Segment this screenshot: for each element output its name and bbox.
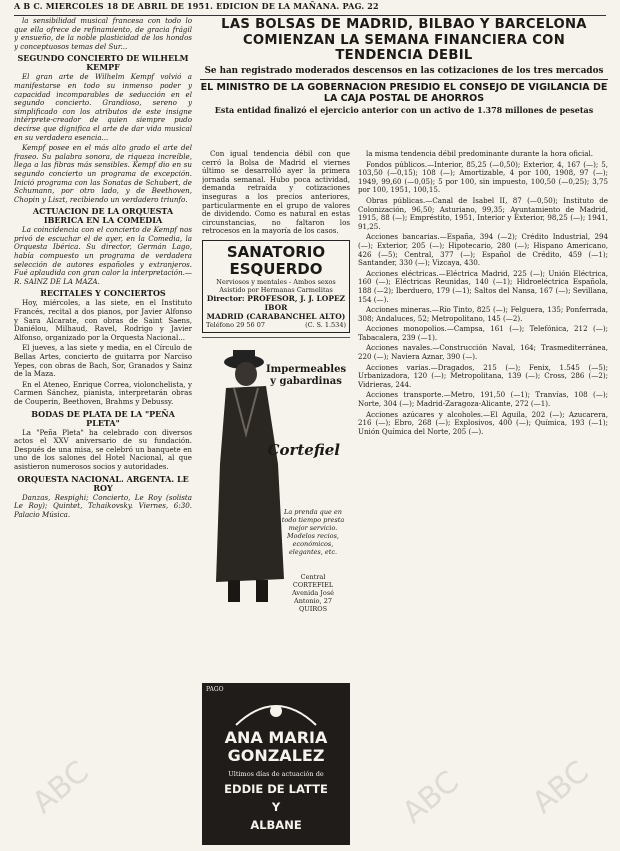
ad-phone: Teléfono 29 56 07 (206, 320, 266, 329)
main-headline: LAS BOLSAS DE MADRID, BILBAO Y BARCELONA COMIENZAN LA SEMANA FINANCIERA CON TENDENCIA DEBIL (221, 17, 587, 63)
ad-title: SANATORIO ESQUERDO (226, 242, 326, 278)
watermark: ABC (395, 764, 466, 831)
artist-name: ANA MARIA GONZALEZ (224, 728, 328, 765)
paragraph: El gran arte de Wilhelm Kempf volvió a manifestarse en todo su inmenso poder y capacidad incomparables de seducción en el segundo concierto. Grandioso, sereno y simplificado con los atributos de este insigne intérprete-creador de quien siempre pudo decirse que dignifica el arte de dar vida musical en su verdadera esencia... (14, 72, 192, 142)
section-heading: BODAS DE PLATA DE LA "PEÑA PLETA" (31, 408, 175, 428)
quote-block: Obras públicas.—Canal de Isabel II, 87 (—0,50); Instituto de Colonización, 96,50; Asturiano, 99,35; Ayuntamiento de Madrid, 1915, 88 (—); Empréstito, 1951, Interior y Exterior, 98,25 (—); 1941, 91,25. (358, 195, 608, 231)
page-header: A B C. MIERCOLES 18 DE ABRIL DE 1951. EDICION DE LA MAÑANA. PAG. 22 (14, 1, 606, 16)
secondary-deck: Esta entidad finalizó el ejercicio anterior con un activo de 1.378 millones de pesetas (214, 104, 594, 115)
ad-line: Nerviosos y mentales - Ambos sexos (216, 277, 336, 286)
ad-badge: PAGO (206, 686, 224, 693)
section-heading: SEGUNDO CONCIERTO DE WILHELM KEMPF (17, 53, 189, 73)
section-heading: RECITALES Y CONCIERTOS (40, 288, 166, 299)
ad-line: Asistido por Hermanas Carmelitas (219, 285, 333, 294)
quote-block: Acciones monopolios.—Campsa, 161 (—); Telefónica, 212 (—); Tabacalera, 239 (—1). (358, 324, 608, 342)
ad-tagline: Impermeables y gabardinas (266, 363, 347, 387)
section-heading: ACTUACION DE LA ORQUESTA IBERICA EN LA COMEDIA (32, 206, 174, 226)
ad-brand: Cortefiel (267, 440, 340, 459)
quote-block: Acciones transporte.—Metro, 191,50 (—1); Tranvías, 108 (—); Norte, 304 (—); Madrid-Zaragoza-Alicante, 272 (—1). (358, 390, 608, 409)
paragraph: La "Peña Pleta" ha celebrado con diversos actos el XXV aniversario de su fundación. Después de una misa, se celebró un banquete en uno de los salones del Hotel Nacional, al que asistieron numerosos socios y autoridades. (14, 427, 192, 471)
section-heading: ORQUESTA NACIONAL. ARGENTA. LE ROY (17, 473, 189, 493)
paragraph: La coincidencia con el concierto de Kempf nos privó de escuchar el de ayer, en la Comedia, la Orquesta Ibérica. Su director, Germán Lago, había compuesto un programa de verdadera selección de autores españoles y extranjeros. Fué aplaudida con gran calor la interpretación.—R. SAINZ DE LA MAZA. (14, 225, 192, 286)
quote-block: Acciones azúcares y alcoholes.—El Aguila, 202 (—); Azucarera, 216 (—); Ebro, 268 (—); Explosivos, 400 (—); Química, 193 (—1); Unión Química del Norte, 205 (—). (358, 409, 608, 436)
stage-ornament-icon (231, 695, 321, 727)
ad-director: Director: PROFESOR, J. J. LOPEZ IBOR (206, 293, 346, 312)
column-music (14, 17, 192, 849)
ad-sanatorio (202, 240, 350, 333)
ad-cortefiel (202, 337, 350, 618)
ad-ana-maria (202, 683, 350, 845)
paragraph: Con igual tendencia débil con que cerró la Bolsa de Madrid el viernes último se desarrolló ayer la primera jornada semanal. Hubo poca actividad, demanda retraída y cotizaciones inseguras a los precios anteriores, particularmente en el grupo de valores de dividendo. Como es natural en estas circunstancias, no faltaron los retrocesos en la mayoría de los casos. (202, 150, 350, 236)
quote-block: Acciones eléctricas.—Eléctrica Madrid, 225 (—); Unión Eléctrica, 160 (—); Eléctricas Reunidas, 140 (—1); Hidroeléctrica Española, 188 (—2); Iberduero, 179 (—1); Saltos del Nansa, 167 (—); Sevillana, 154 (—). (358, 268, 608, 304)
ad-address: Central CORTEFIEL Avenida José Antonio, 27 QUIROS (291, 572, 335, 613)
secondary-headline: EL MINISTRO DE LA GOBERNACION PRESIDIO EL CONSEJO DE VIGILANCIA DE LA CAJA POSTAL DE AHORROS (200, 79, 608, 104)
quote-block: Acciones navales.—Construcción Naval, 164; Trasmediterránea, 220 (—); Naviera Aznar, 390 (—). (358, 343, 608, 362)
paragraph: la sensibilidad musical francesa con todo lo que ella ofrece de refinamiento, de gracia frágil y ensueño, de la noble plasticidad de los hondos y conceptuosos temas del Sur... (14, 17, 192, 51)
quote-block: Acciones bancarias.—España, 394 (—2); Crédito Industrial, 294 (—); Exterior, 205 (—); Hipotecario, 280 (—); Hispano Americano, 426 (—5); Central, 377 (—); Español de Crédito, 459 (—1); Santander, 330 (—); Vizcaya, 430. (358, 232, 608, 268)
paragraph: Hoy, miércoles, a las siete, en el Instituto Francés, recital a dos pianos, por Javier Alfonso y Sara Alcarate, con obras de Saint Saens, Daniélou, Milhaud, Ravel, Rodrigo y Javier Alfonso, organizado por la Orquesta Nacional... (14, 298, 192, 342)
paragraph: En el Ateneo, Enrique Correa, violonchelista, y Carmen Sánchez, pianista, interpretarán obras de Couperin, Beethoven, Brahms y Debussy. (14, 379, 192, 406)
conjunction: Y (271, 800, 281, 814)
artist-name: ALBANE (250, 818, 302, 832)
watermark: ABC (525, 754, 596, 821)
paragraph: Kempf posee en el más alto grado el arte del fraseo. Su palabra sonora, de riqueza increíble, llega a las fibras más sensibles. Kempf dio en su segundo concierto un programa de excepción. Inició programa con las Sonatas de Schubert, de Schumann, por otro lado, y de Beethoven, Chopin y Liszt, recibiendo un verdadero triunfo. (14, 143, 192, 204)
ad-label: Ultimos días de actuación de (228, 770, 324, 778)
headline-banner (200, 17, 608, 148)
artist-name: EDDIE DE LATTE (224, 782, 328, 796)
ad-copy: La prenda que en todo tiempo presta mejor servicio. Modelos recios, económicos, elegantes, etc. (281, 507, 345, 556)
quote-block: Acciones mineras.—Río Tinto, 825 (—); Felguera, 135; Ponferrada, 308; Andaluces, 52; Metropolitano, 145 (—2). (358, 305, 608, 323)
headline-deck: Se han registrado moderados descensos en las cotizaciones de los tres mercados (204, 65, 604, 76)
paragraph: Danzas, Respighi; Concierto, Le Roy (solista Le Roy); Quintet, Tchaikovsky. Viernes, 6:30. Palacio Música. (14, 492, 192, 519)
quote-block: Acciones varias.—Dragados, 215 (—); Fenix, 1.545 (—5); Urbanizadora, 120 (—); Metropolitana, 139 (—); Cross, 286 (—2); Vidrieras, 244. (358, 362, 608, 389)
paragraph: la misma tendencia débil predominante durante la hora oficial. (366, 150, 593, 158)
paragraph: El jueves, a las siete y media, en el Círculo de Bellas Artes, concierto de guitarra por Narciso Yepes, con obras de Bach, Sor, Granados y Sainz de la Maza. (14, 343, 192, 379)
column-stock-quotes (358, 150, 608, 850)
watermark: ABC (25, 754, 96, 821)
ad-ref: (C. S. 1.534) (305, 320, 346, 329)
quote-block: Fondos públicos.—Interior, 85,25 (—0,50); Exterior, 4, 167 (—); 5, 103,50 (—0,15); 108 (—); Amortizable, 4 por 100, 1908, 97 (—); 1949, 99,60 (—0,05); 5 por 100, sin impuesto, 100,50 (—0,25); 3,75 por 100, 1951, 100,15. (358, 159, 608, 195)
ad-city: MADRID (CARABANCHEL ALTO) (206, 311, 346, 321)
